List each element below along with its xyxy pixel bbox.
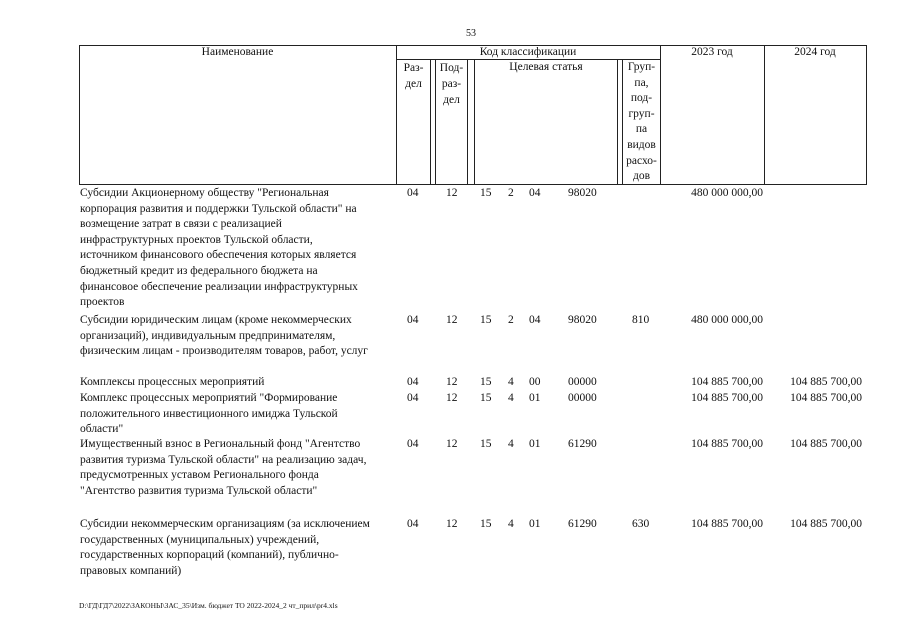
header-code-classification: Код классификации [479, 46, 577, 58]
row-target-1: 15 [480, 392, 492, 404]
row-razdel: 04 [407, 376, 419, 388]
row-target-1: 15 [480, 187, 492, 199]
row-target-4: 98020 [568, 314, 597, 326]
row-target-3: 01 [529, 518, 541, 530]
row-razdel: 04 [407, 187, 419, 199]
header-razdel: Раз- дел [403, 62, 424, 90]
header-name: Наименование [201, 46, 274, 58]
row-value-2023: 104 885 700,00 [691, 392, 763, 404]
row-name: Комплексы процессных мероприятий [80, 376, 265, 388]
row-target-3: 00 [529, 376, 541, 388]
row-name: Имущественный взнос в Региональный фонд "Агентство развития туризма Тульской области" на реализацию задач, предусмотренных уставом Регионального фонда "Агентство развития туризма Тульской области" [80, 438, 367, 497]
row-value-2023: 104 885 700,00 [691, 438, 763, 450]
row-group: 810 [632, 314, 650, 326]
row-target-4: 61290 [568, 518, 597, 530]
row-value-2024: 104 885 700,00 [790, 518, 862, 530]
row-value-2023: 480 000 000,00 [691, 187, 763, 199]
row-target-3: 04 [529, 187, 541, 199]
row-value-2024: 104 885 700,00 [790, 392, 862, 404]
row-podrazdel: 12 [446, 314, 458, 326]
row-podrazdel: 12 [446, 376, 458, 388]
row-target-1: 15 [480, 314, 492, 326]
header-target-article: Целевая статья [509, 61, 583, 73]
row-target-3: 01 [529, 438, 541, 450]
row-razdel: 04 [407, 314, 419, 326]
row-target-2: 4 [508, 392, 514, 404]
row-value-2023: 104 885 700,00 [691, 376, 763, 388]
row-target-2: 4 [508, 376, 514, 388]
header-year-2024: 2024 год [794, 46, 836, 58]
row-target-2: 4 [508, 438, 514, 450]
row-podrazdel: 12 [446, 392, 458, 404]
page-number: 53 [466, 28, 476, 39]
row-target-4: 98020 [568, 187, 597, 199]
row-podrazdel: 12 [446, 518, 458, 530]
row-target-1: 15 [480, 438, 492, 450]
row-target-1: 15 [480, 518, 492, 530]
row-group: 630 [632, 518, 650, 530]
row-razdel: 04 [407, 518, 419, 530]
row-name: Субсидии Акционерному обществу "Региональная корпорация развития и поддержки Тульской области" на возмещение затрат в связи с реализацией инфраструктурных проектов Тульской области, источником финансового обеспечения которых является бюджетный кредит из федерального бюджета на финансовое обеспечение реализации инфраструктурных проектов [80, 187, 358, 309]
row-target-4: 61290 [568, 438, 597, 450]
row-target-2: 2 [508, 187, 514, 199]
row-name: Субсидии юридическим лицам (кроме некоммерческих организаций), индивидуальным предпринимателям, физическим лицам - производителям товаров, работ, услуг [80, 314, 368, 358]
row-target-4: 00000 [568, 392, 597, 404]
row-value-2024: 104 885 700,00 [790, 376, 862, 388]
row-target-4: 00000 [568, 376, 597, 388]
row-target-3: 04 [529, 314, 541, 326]
row-podrazdel: 12 [446, 438, 458, 450]
row-razdel: 04 [407, 392, 419, 404]
row-target-2: 4 [508, 518, 514, 530]
header-podrazdel: Под- раз- дел [439, 62, 464, 106]
row-name: Субсидии некоммерческим организациям (за исключением государственных (муниципальных) учреждений, государственных корпораций (компаний), публично- правовых компаний) [80, 518, 370, 577]
row-razdel: 04 [407, 438, 419, 450]
row-podrazdel: 12 [446, 187, 458, 199]
row-target-2: 2 [508, 314, 514, 326]
header-group: Груп- па, под- груп- па видов расхо- дов [626, 61, 657, 183]
row-target-3: 01 [529, 392, 541, 404]
row-value-2023: 104 885 700,00 [691, 518, 763, 530]
row-name: Комплекс процессных мероприятий "Формирование положительного инвестиционного имиджа Тульской области" [80, 392, 338, 436]
header-year-2023: 2023 год [691, 46, 733, 58]
footer-file-path: D:\ГД\ГД7\2022\ЗАКОНЫ\ЗАС_35\Изм. бюджет ТО 2022-2024_2 чт_прил\pr4.xls [79, 601, 338, 610]
row-value-2024: 104 885 700,00 [790, 438, 862, 450]
row-value-2023: 480 000 000,00 [691, 314, 763, 326]
row-target-1: 15 [480, 376, 492, 388]
